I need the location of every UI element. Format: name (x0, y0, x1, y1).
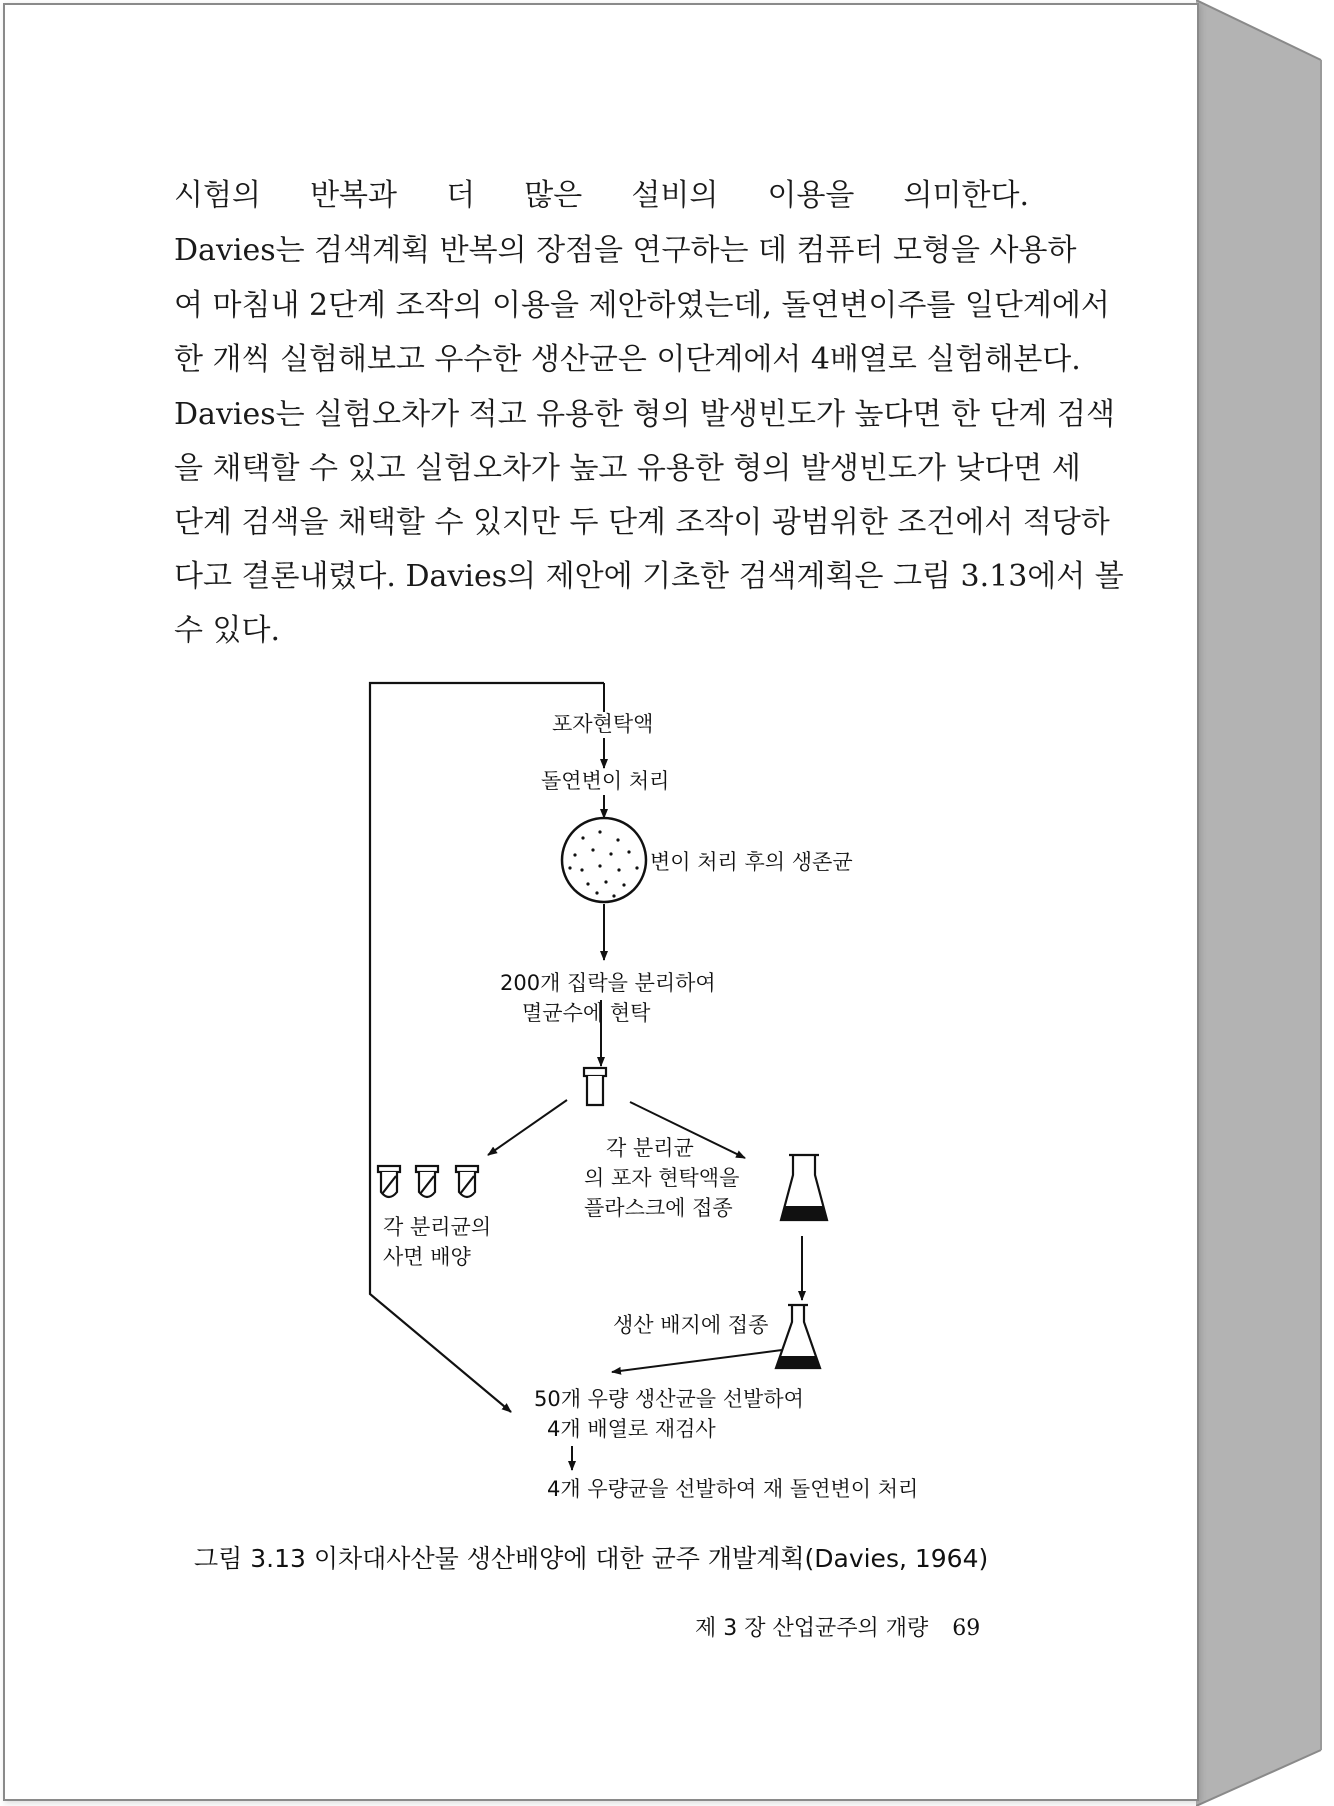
flask-inoculation-line3: 플라스크에 접종 (584, 1196, 733, 1220)
select4-label: 4개 우량균을 선발하여 재 돌연변이 처리 (547, 1477, 919, 1501)
figure-caption: 그림 3.13 이차대사산물 생산배양에 대한 균주 개발계획(Davies, 1964) (194, 1544, 989, 1573)
arrow-to-select50 (612, 1350, 782, 1372)
spore-suspension-label: 포자현탁액 (552, 712, 654, 736)
test-tube-icon (584, 1068, 606, 1105)
body-line: 여 마침내 2단계 조작의 이용을 제안하였는데, 돌연변이주를 일단계에서 (174, 288, 1110, 323)
flask-inoculation-line2: 의 포자 현탁액을 (584, 1166, 740, 1190)
arrow-to-slants (488, 1100, 567, 1155)
isolate-label-line1: 200개 집락을 분리하여 (500, 971, 716, 995)
flask-inoculation-line1: 각 분리균 (606, 1136, 694, 1160)
slant-label-line1: 각 분리균의 (383, 1215, 492, 1239)
production-medium-label: 생산 배지에 접종 (613, 1313, 769, 1337)
mutagen-label: 돌연변이 처리 (541, 769, 670, 793)
petri-dish-icon (562, 818, 646, 902)
body-line: 을 채택할 수 있고 실험오차가 높고 유용한 형의 발생빈도가 낮다면 세 (174, 451, 1081, 486)
slant-tubes-icon (378, 1166, 478, 1197)
isolate-label-line2: 멸균수에 현탁 (522, 1001, 651, 1025)
body-line: 수 있다. (174, 613, 281, 648)
slant-label-line2: 사면 배양 (383, 1245, 471, 1269)
body-line: 시험의 반복과 더 많은 설비의 이용을 의미한다. (174, 178, 1029, 213)
body-line: 단계 검색을 채택할 수 있지만 두 단계 조작이 광범위한 조건에서 적당하 (174, 505, 1110, 540)
select50-label-line1: 50개 우량 생산균을 선발하여 (534, 1387, 804, 1411)
survivors-label: 변이 처리 후의 생존균 (650, 850, 853, 874)
body-line: Davies는 실험오차가 적고 유용한 형의 발생빈도가 높다면 한 단계 검색 (174, 397, 1115, 432)
body-line: 한 개씩 실험해보고 우수한 생산균은 이단계에서 4배열로 실험해본다. (174, 342, 1081, 377)
page-footer (695, 1611, 980, 1642)
body-line: Davies는 검색계획 반복의 장점을 연구하는 데 컴퓨터 모형을 사용하 (174, 233, 1077, 268)
flask-icon (781, 1155, 827, 1220)
chapter-title: 제 3 장 산업균주의 개량 (695, 1616, 929, 1641)
production-flask-icon (776, 1305, 820, 1368)
body-line: 다고 결론내렸다. Davies의 제안에 기초한 검색계획은 그림 3.13에서 볼 (174, 559, 1124, 594)
select50-label-line2: 4개 배열로 재검사 (547, 1417, 716, 1441)
page-number: 69 (952, 1616, 981, 1641)
